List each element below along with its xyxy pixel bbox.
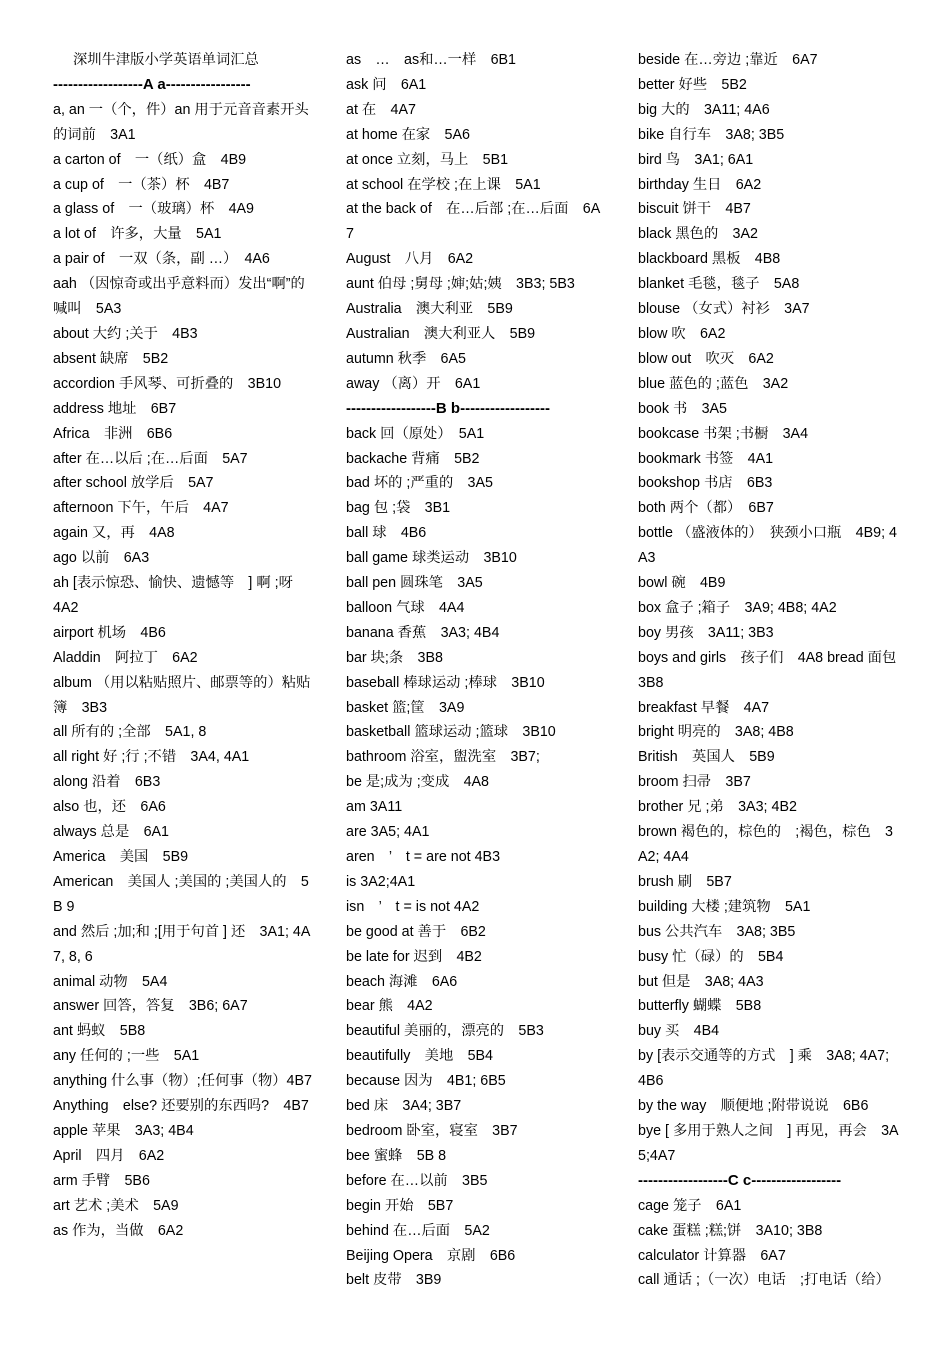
vocab-entry: back 回（原处） 5A1 <box>346 425 485 442</box>
vocab-entry: beach 海滩 6A6 <box>346 973 458 990</box>
vocab-entry: at school 在学校 ;在上课 5A1 <box>346 176 541 193</box>
vocab-entry: a cup of 一（茶）杯 4B7 <box>53 176 230 193</box>
vocab-entry: apple 苹果 3A3; 4B4 <box>53 1122 194 1139</box>
column-2 <box>346 48 608 1293</box>
vocab-entry: butterfly 蝴蝶 5B8 <box>638 998 762 1015</box>
vocab-entry: beside 在…旁边 ;靠近 6A7 <box>638 52 818 68</box>
vocab-entry: book 书 3A5 <box>638 400 728 417</box>
vocab-entry: Africa 非洲 6B6 <box>53 425 173 442</box>
vocab-entry: be 是;成为 ;变成 4A8 <box>346 774 490 791</box>
vocab-entry: any 任何的 ;一些 5A1 <box>53 1048 200 1065</box>
vocab-entry: absent 缺席 5B2 <box>53 350 169 367</box>
vocab-entry: address 地址 6B7 <box>53 400 177 417</box>
vocab-entry: beautifully 美地 5B4 <box>346 1048 494 1065</box>
vocab-entry: bookmark 书签 4A1 <box>638 450 774 467</box>
vocab-entry: as 作为，当做 6A2 <box>53 1222 184 1239</box>
vocab-entry: bus 公共汽车 3A8; 3B5 <box>638 923 796 940</box>
vocab-entry: a pair of 一双（条，副 …） 4A6 <box>53 251 270 268</box>
vocab-entry: breakfast 早餐 4A7 <box>638 699 770 716</box>
vocab-entry: bee 蜜蜂 5B 8 <box>346 1147 447 1164</box>
vocab-entry: brush 刷 5B7 <box>638 873 732 890</box>
vocab-entry: basket 篮;筐 3A9 <box>346 699 465 716</box>
vocab-entry: behind 在…后面 5A2 <box>346 1222 490 1239</box>
vocab-entry: August 八月 6A2 <box>346 251 474 268</box>
vocab-entry: a carton of 一（纸）盒 4B9 <box>53 151 247 168</box>
vocab-entry: answer 回答，答复 3B6; 6A7 <box>53 998 248 1015</box>
vocab-entry: by [表示交通等的方式 ] 乘 3A8; 4A7; 4B6 <box>638 1048 890 1090</box>
vocab-entry: balloon 气球 4A4 <box>346 599 465 616</box>
vocab-entry: both 两个（都） 6B7 <box>638 500 774 517</box>
vocab-entry: aunt 伯母 ;舅母 ;婶;姑;姨 3B3; 5B3 <box>346 276 575 293</box>
vocab-entry: bookcase 书架 ;书橱 3A4 <box>638 425 809 442</box>
vocab-entry: British 英国人 5B9 <box>638 749 775 766</box>
vocab-entry: baseball 棒球运动 ;棒球 3B10 <box>346 674 545 691</box>
vocab-entry: ah [表示惊恐、愉快、遗憾等 ] 啊 ;呀 4A2 <box>53 575 308 616</box>
vocab-entry: bed 床 3A4; 3B7 <box>346 1098 462 1115</box>
vocab-entry: blow out 吹灭 6A2 <box>638 350 774 367</box>
section-header: ------------------A a----------------- <box>53 75 251 93</box>
vocab-entry: all 所有的 ;全部 5A1, 8 <box>53 724 207 741</box>
vocab-entry: as … as和…一样 6B1 <box>346 52 517 68</box>
column-3 <box>638 48 911 1293</box>
vocab-entry: a, an 一（个，件）an 用于元音音素开头的词前 3A1 <box>53 101 309 143</box>
vocab-entry: is 3A2;4A1 <box>346 873 416 890</box>
vocab-entry: beautiful 美丽的，漂亮的 5B3 <box>346 1023 544 1040</box>
vocab-entry: aren ’ t = are not 4B3 <box>346 849 501 865</box>
vocab-entry: birthday 生日 6A2 <box>638 176 762 193</box>
vocab-entry: again 又，再 4A8 <box>53 525 175 542</box>
vocab-entry: blue 蓝色的 ;蓝色 3A2 <box>638 375 789 392</box>
vocab-entry: Australia 澳大利亚 5B9 <box>346 301 513 318</box>
column-1 <box>53 48 315 1244</box>
vocab-entry: backache 背痛 5B2 <box>346 450 480 467</box>
vocab-entry: also 也，还 6A6 <box>53 799 166 816</box>
vocab-entry: Beijing Opera 京剧 6B6 <box>346 1247 516 1264</box>
vocab-entry: are 3A5; 4A1 <box>346 824 430 841</box>
vocab-entry: boy 男孩 3A11; 3B3 <box>638 624 774 641</box>
vocab-entry: afternoon 下午，午后 4A7 <box>53 500 229 517</box>
vocab-entry: cake 蛋糕 ;糕;饼 3A10; 3B8 <box>638 1222 823 1239</box>
vocab-entry: and 然后 ;加;和 ;[用于句首 ] 还 3A1; 4A 7, 8, 6 <box>53 923 310 965</box>
vocab-entry: biscuit 饼干 4B7 <box>638 201 751 218</box>
vocab-entry: animal 动物 5A4 <box>53 973 168 990</box>
vocab-entry: ask 问 6A1 <box>346 76 427 93</box>
vocab-entry: bookshop 书店 6B3 <box>638 475 773 492</box>
vocab-entry: buy 买 4B4 <box>638 1023 720 1040</box>
vocab-entry: blackboard 黑板 4B8 <box>638 251 781 268</box>
vocab-entry: arm 手臂 5B6 <box>53 1172 150 1189</box>
vocab-entry: anything 什么事（物）;任何事（物）4B7 <box>53 1073 312 1090</box>
vocab-entry: at 在 4A7 <box>346 101 416 118</box>
vocab-entry: April 四月 6A2 <box>53 1147 165 1164</box>
vocab-entry: ant 蚂蚁 5B8 <box>53 1023 146 1040</box>
vocab-entry: calculator 计算器 6A7 <box>638 1247 786 1264</box>
vocab-entry: begin 开始 5B7 <box>346 1197 454 1214</box>
vocab-entry: a glass of 一（玻璃）杯 4A9 <box>53 201 255 218</box>
vocab-entry: but 但是 3A8; 4A3 <box>638 973 764 990</box>
vocab-entry: aah （因惊奇或出乎意料而）发出“啊”的喊叫 5A3 <box>53 276 305 318</box>
vocab-entry: bear 熊 4A2 <box>346 998 433 1015</box>
vocab-entry: broom 扫帚 3B7 <box>638 774 751 791</box>
vocab-entry: ball game 球类运动 3B10 <box>346 550 517 567</box>
vocab-entry: ago 以前 6A3 <box>53 550 150 567</box>
vocab-entry: bye [ 多用于熟人之间 ] 再见，再会 3A5;4A7 <box>638 1122 899 1164</box>
vocab-entry: along 沿着 6B3 <box>53 774 161 791</box>
section-header: ------------------C c------------------ <box>638 1171 842 1189</box>
vocab-entry: America 美国 5B9 <box>53 849 189 865</box>
vocab-entry: ball pen 圆珠笔 3A5 <box>346 575 483 592</box>
vocab-entry: a lot of 许多，大量 5A1 <box>53 226 222 243</box>
vocab-entry: isn ’ t = is not 4A2 <box>346 898 480 915</box>
vocab-entry: album （用以粘贴照片、邮票等的）粘贴簿 3B3 <box>53 674 311 716</box>
vocab-entry: be good at 善于 6B2 <box>346 923 486 940</box>
vocab-entry: bedroom 卧室，寝室 3B7 <box>346 1122 518 1139</box>
vocab-entry: cage 笼子 6A1 <box>638 1197 742 1214</box>
vocab-entry: at once 立刻，马上 5B1 <box>346 151 509 168</box>
vocab-entry: busy 忙（碌）的 5B4 <box>638 948 784 965</box>
vocab-entry: basketball 篮球运动 ;篮球 3B10 <box>346 724 556 741</box>
vocab-entry: American 美国人 ;美国的 ;美国人的 5B 9 <box>53 873 309 915</box>
vocab-entry: boys and girls 孩子们 4A8 bread 面包 3B8 <box>638 649 911 691</box>
vocab-entry: better 好些 5B2 <box>638 76 747 93</box>
vocab-entry: by the way 顺便地 ;附带说说 6B6 <box>638 1098 869 1115</box>
vocab-entry: blouse （女式）衬衫 3A7 <box>638 301 810 318</box>
vocab-entry: blanket 毛毯，毯子 5A8 <box>638 276 800 293</box>
vocab-entry: Australian 澳大利亚人 5B9 <box>346 325 536 342</box>
vocab-entry: belt 皮带 3B9 <box>346 1272 442 1289</box>
vocab-entry: about 大约 ;关于 4B3 <box>53 325 198 342</box>
vocab-entry: bad 坏的 ;严重的 3A5 <box>346 475 493 492</box>
vocab-entry: be late for 迟到 4B2 <box>346 948 482 965</box>
vocab-entry: accordion 手风琴、可折叠的 3B10 <box>53 375 282 392</box>
vocab-entry: call 通话 ;（一次）电话 ;打电话（给） <box>638 1272 890 1289</box>
vocab-entry: art 艺术 ;美术 5A9 <box>53 1197 179 1214</box>
vocab-entry: bathroom 浴室，盥洗室 3B7; <box>346 749 540 766</box>
vocab-entry: bar 块;条 3B8 <box>346 649 443 666</box>
vocab-entry: at home 在家 5A6 <box>346 126 470 143</box>
vocab-entry: am 3A11 <box>346 799 403 816</box>
vocab-entry: brown 褐色的，棕色的 ;褐色，棕色 3A2; 4A4 <box>638 824 893 865</box>
vocab-entry: after 在…以后 ;在…后面 5A7 <box>53 450 248 467</box>
vocab-entry: after school 放学后 5A7 <box>53 475 214 492</box>
vocab-entry: bright 明亮的 3A8; 4B8 <box>638 724 794 741</box>
vocab-entry: building 大楼 ;建筑物 5A1 <box>638 898 811 915</box>
vocab-entry: away （离）开 6A1 <box>346 375 481 392</box>
document-title: 深圳牛津版小学英语单词汇总 <box>73 52 259 68</box>
vocab-entry: brother 兄 ;弟 3A3; 4B2 <box>638 799 797 816</box>
vocab-entry: bottle （盛液体的） 狭颈小口瓶 4B9; 4A3 <box>638 525 897 567</box>
vocab-entry: autumn 秋季 6A5 <box>346 350 466 367</box>
vocab-entry: black 黑色的 3A2 <box>638 226 758 243</box>
vocab-entry: before 在…以前 3B5 <box>346 1172 488 1189</box>
vocab-entry: Anything else? 还要别的东西吗? 4B7 <box>53 1098 309 1115</box>
vocab-entry: blow 吹 6A2 <box>638 325 726 342</box>
vocab-entry: always 总是 6A1 <box>53 824 170 841</box>
vocab-entry: big 大的 3A11; 4A6 <box>638 101 770 118</box>
vocab-entry: ball 球 4B6 <box>346 525 427 542</box>
vocab-entry: bowl 碗 4B9 <box>638 575 726 592</box>
vocab-entry: banana 香蕉 3A3; 4B4 <box>346 624 500 641</box>
section-header: ------------------B b------------------ <box>346 399 550 417</box>
vocab-entry: bike 自行车 3A8; 3B5 <box>638 126 785 143</box>
vocab-entry: bag 包 ;袋 3B1 <box>346 500 451 517</box>
vocab-entry: because 因为 4B1; 6B5 <box>346 1073 506 1090</box>
vocab-entry: box 盒子 ;箱子 3A9; 4B8; 4A2 <box>638 599 837 616</box>
vocab-entry: at the back of 在…后部 ;在…后面 6A7 <box>346 201 601 243</box>
vocab-entry: Aladdin 阿拉丁 6A2 <box>53 649 198 666</box>
vocab-entry: bird 鸟 3A1; 6A1 <box>638 151 754 168</box>
vocab-entry: all right 好 ;行 ;不错 3A4, 4A1 <box>53 749 250 766</box>
vocab-entry: airport 机场 4B6 <box>53 624 166 641</box>
